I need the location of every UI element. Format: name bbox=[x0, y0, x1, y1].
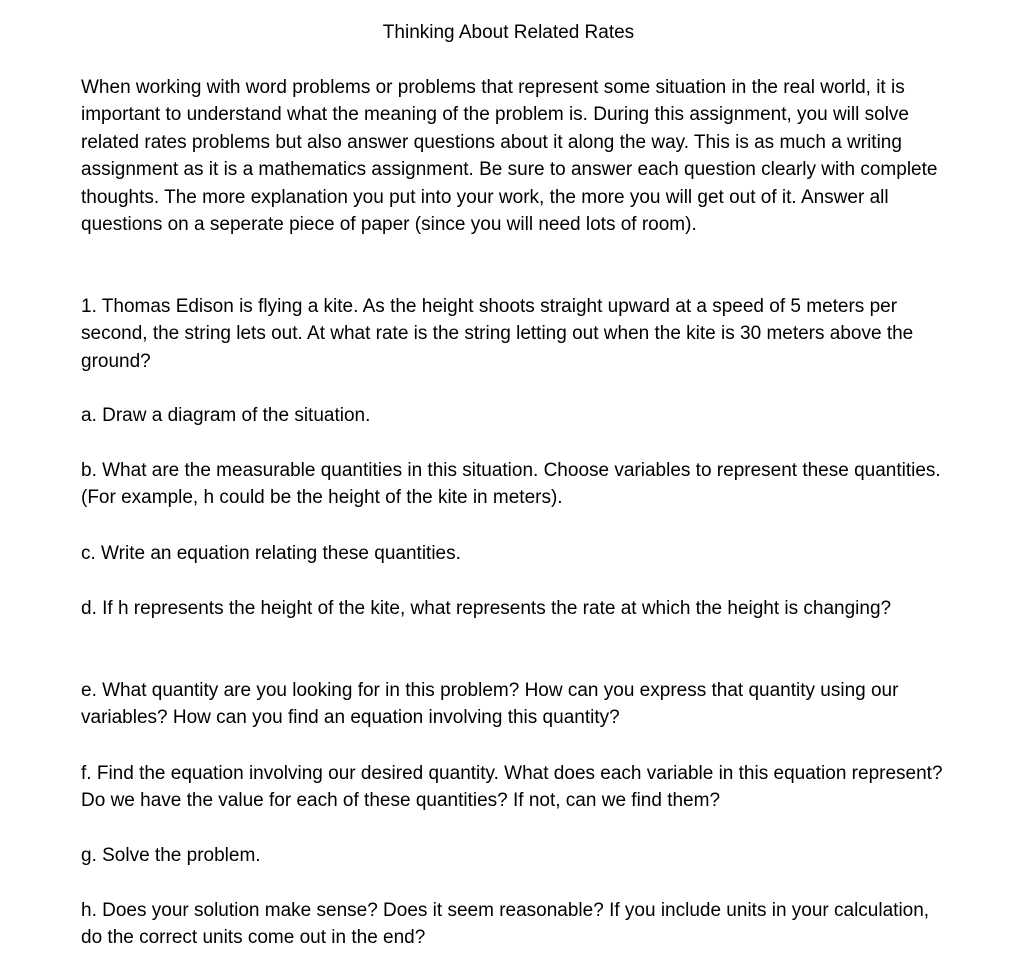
question-a: a. Draw a diagram of the situation. bbox=[81, 405, 371, 426]
problem-1: 1. Thomas Edison is flying a kite. As the height shoots straight upward at a speed of 5 meters per second, the string lets out. At what rate is the string letting out when the kite is 30 meters above the ground? bbox=[81, 296, 914, 372]
document-title: Thinking About Related Rates bbox=[382, 22, 635, 43]
question-d: d. If h represents the height of the kite, what represents the rate at which the height is changing? bbox=[81, 598, 892, 619]
question-f: f. Find the equation involving our desired quantity. What does each variable in this equation represent? Do we have the value for each of these quantities? If not, can we find them? bbox=[81, 763, 943, 812]
question-b: b. What are the measurable quantities in this situation. Choose variables to represent these quantities. (For example, h could be the height of the kite in meters). bbox=[81, 460, 941, 509]
question-c: c. Write an equation relating these quantities. bbox=[81, 543, 461, 564]
question-e: e. What quantity are you looking for in this problem? How can you express that quantity using our variables? How can you find an equation involving this quantity? bbox=[81, 680, 899, 729]
question-g: g. Solve the problem. bbox=[81, 845, 261, 866]
question-h: h. Does your solution make sense? Does it seem reasonable? If you include units in your calculation, do the correct units come out in the end? bbox=[81, 900, 930, 949]
intro-paragraph: When working with word problems or problems that represent some situation in the real world, it is important to understand what the meaning of the problem is. During this assignment, you will solve related rates problems but also answer questions about it along the way. This is as much a writing assignment as it is a mathematics assignment. Be sure to answer each question clearly with complete thoughts. The more explanation you put into your work, the more you will get out of it. Answer all questions on a seperate piece of paper (since you will need lots of room). bbox=[81, 77, 938, 236]
